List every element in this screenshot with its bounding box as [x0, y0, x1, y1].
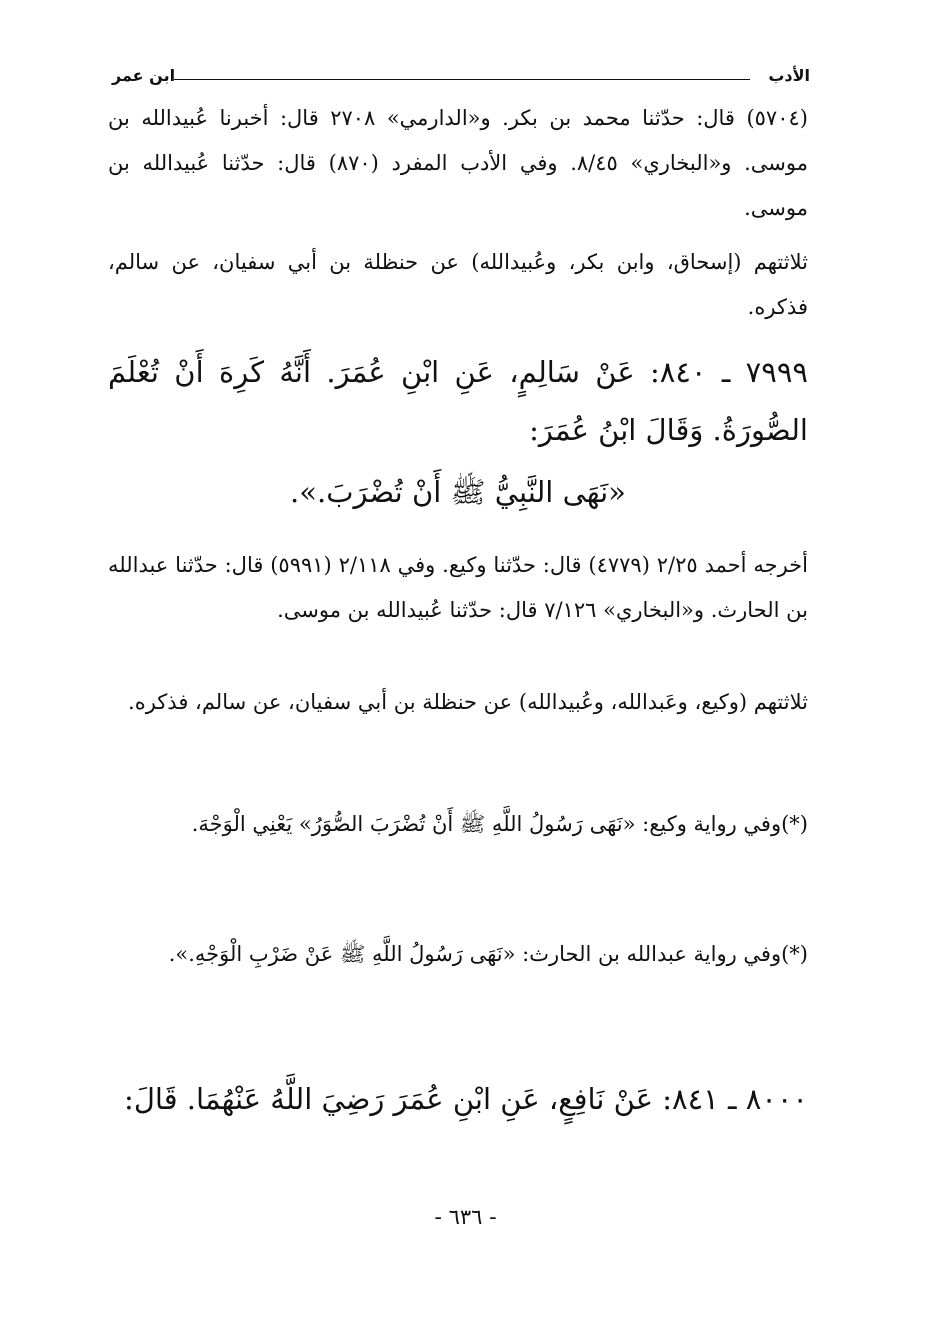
hadith-8000-text: ٨٠٠٠ ـ ٨٤١: عَنْ نَافِعٍ، عَنِ ابْنِ عُمَرَ رَضِيَ اللَّهُ عَنْهُمَا. قَالَ:: [124, 1082, 808, 1116]
header-rule: [174, 79, 750, 80]
narration-abdullah: (*)وفي رواية عبدالله بن الحارث: «نَهَى رَسُولُ اللَّهِ ﷺ عَنْ ضَرْبِ الْوَجْهِ.».: [168, 942, 808, 966]
subject-title: ابن عمر: [112, 66, 176, 85]
narration-waki: (*)وفي رواية وكيع: «نَهَى رَسُولُ اللَّهِ ﷺ أَنْ تُضْرَبَ الصُّوَرُ» يَعْنِي الْوَجْهَ.: [191, 812, 808, 836]
page-number: - ٦٣٦ -: [434, 1205, 497, 1229]
chain-paragraph-1: ثلاثتهم (إسحاق، وابن بكر، وعُبيدالله) عن حنظلة بن أبي سفيان، عن سالم، فذكره.: [108, 250, 808, 319]
page-header: [112, 62, 810, 92]
section-title: الأدب: [768, 66, 810, 85]
hadith-7999-quote: «نَهَى النَّبِيُّ ﷺ أَنْ تُضْرَبَ.».: [290, 475, 626, 509]
hadith-7999-text: ٧٩٩٩ ـ ٨٤٠: عَنْ سَالِمٍ، عَنِ ابْنِ عُمَرَ. أَنَّهُ كَرِهَ أَنْ تُعْلَمَ الصُّورَةُ. وَقَالَ ابْنُ عُمَرَ:: [108, 355, 808, 447]
chain-paragraph-2: ثلاثتهم (وكيع، وعَبدالله، وعُبيدالله) عن حنظلة بن أبي سفيان، عن سالم، فذكره.: [128, 690, 808, 714]
citation-paragraph-2: أخرجه أحمد ٢/٢٥ (٤٧٧٩) قال: حدّثنا وكيع. وفي ٢/١١٨ (٥٩٩١) قال: حدّثنا عبدالله بن الحارث. و«البخاري» ٧/١٢٦ قال: حدّثنا عُبيدالله بن موسى.: [108, 553, 808, 622]
citation-paragraph-1: (٥٧٠٤) قال: حدّثنا محمد بن بكر. و«الدارمي» ٢٧٠٨ قال: أخبرنا عُبيدالله بن موسى. و«البخاري» ٨/٤٥. وفي الأدب المفرد (٨٧٠) قال: حدّثنا عُبيدالله بن موسى.: [108, 106, 808, 220]
